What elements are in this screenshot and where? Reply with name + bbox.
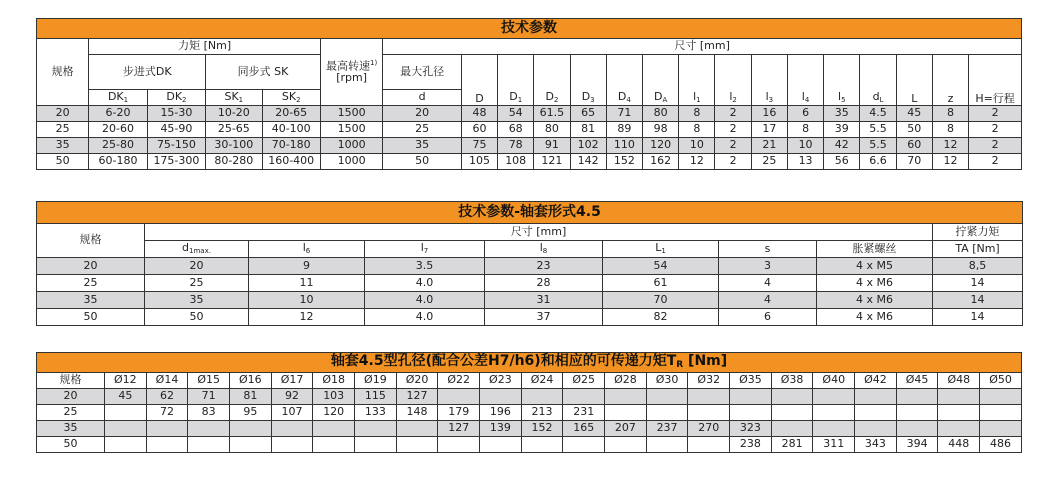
table-cell (605, 405, 647, 421)
table-cell: 50 (383, 154, 462, 170)
table-cell: 8 (932, 106, 968, 122)
column-header: Ø20 (396, 373, 438, 389)
table-cell (521, 389, 563, 405)
table-cell: 45-90 (147, 122, 205, 138)
table-cell: 8,5 (933, 258, 1023, 275)
table-cell: 121 (534, 154, 570, 170)
table-cell: 95 (230, 405, 272, 421)
table-cell (688, 405, 730, 421)
table-cell (396, 421, 438, 437)
table-cell: 20 (37, 258, 145, 275)
header-guige: 规格 (37, 373, 105, 389)
table-cell: 60 (896, 138, 932, 154)
table-cell: 20-65 (262, 106, 320, 122)
header-ta-unit: TA [Nm] (933, 241, 1023, 258)
table-cell (646, 437, 688, 453)
header-blank: H=行程 (969, 55, 1022, 106)
table-cell: 54 (603, 258, 719, 275)
table-cell: 50 (145, 309, 249, 326)
header-dimensions: 尺寸 [mm] (383, 39, 1022, 55)
table-cell: 2 (715, 138, 751, 154)
table-cell: 35 (37, 421, 105, 437)
table-cell (855, 405, 897, 421)
table-cell (688, 437, 730, 453)
table-cell: 80 (534, 122, 570, 138)
table-cell: 4.0 (365, 309, 485, 326)
table-cell (813, 405, 855, 421)
table-cell: 281 (771, 437, 813, 453)
table-cell: 196 (480, 405, 522, 421)
table-cell: 133 (355, 405, 397, 421)
table-cell (105, 437, 147, 453)
header-blank: $l_5$ (824, 55, 860, 106)
table-cell: 2 (715, 106, 751, 122)
header-blank: $l_1$ (679, 55, 715, 106)
header-blank: D (461, 55, 497, 106)
table-cell: 4.0 (365, 275, 485, 292)
table-cell: 50 (37, 309, 145, 326)
table-cell: 8 (679, 106, 715, 122)
table-cell (230, 437, 272, 453)
table-cell: 48 (461, 106, 497, 122)
table-cell (480, 389, 522, 405)
table-cell: 80-280 (206, 154, 262, 170)
table-cell: 4 (719, 292, 817, 309)
table-cell: 323 (730, 421, 772, 437)
table-cell: 394 (896, 437, 938, 453)
column-header: $SK_2$ (262, 90, 320, 106)
table-cell: 25 (37, 122, 89, 138)
table-cell: 175-300 (147, 154, 205, 170)
table-cell: 127 (396, 389, 438, 405)
table-cell (563, 389, 605, 405)
column-header: Ø15 (188, 373, 230, 389)
header-blank: $l_3$ (751, 55, 787, 106)
column-header: $L_1$ (603, 241, 719, 258)
table-cell: 14 (933, 275, 1023, 292)
table-cell: 207 (605, 421, 647, 437)
table-cell: 3.5 (365, 258, 485, 275)
table-cell: 127 (438, 421, 480, 437)
table-cell: 6.6 (860, 154, 896, 170)
table-cell: 21 (751, 138, 787, 154)
table-cell (980, 421, 1022, 437)
table-cell: 486 (980, 437, 1022, 453)
table-cell: 238 (730, 437, 772, 453)
table-cell: 40-100 (262, 122, 320, 138)
table-cell: 60 (461, 122, 497, 138)
table-cell: 103 (313, 389, 355, 405)
table-cell: 20 (37, 106, 89, 122)
table-row (37, 421, 1022, 437)
table-cell: 20 (145, 258, 249, 275)
column-header: $DK_1$ (89, 90, 147, 106)
table-cell: 102 (570, 138, 606, 154)
table-cell: 23 (485, 258, 603, 275)
table-cell: 35 (824, 106, 860, 122)
table-cell: 70 (896, 154, 932, 170)
tech-params-table (36, 18, 1022, 170)
table-cell: 81 (570, 122, 606, 138)
column-header: $l_7$ (365, 241, 485, 258)
table-cell (146, 421, 188, 437)
header-sync-sk: 同步式 SK (206, 55, 321, 90)
table-cell: 6-20 (89, 106, 147, 122)
table-cell (188, 437, 230, 453)
column-header: Ø18 (313, 373, 355, 389)
table-cell: 11 (249, 275, 365, 292)
table-cell: 139 (480, 421, 522, 437)
table-cell: 10 (787, 138, 823, 154)
table-cell: 10-20 (206, 106, 262, 122)
header-blank: $D_4$ (606, 55, 642, 106)
table-cell: 237 (646, 421, 688, 437)
table-title: 轴套4.5型孔径(配合公差H7/h6)和相应的可传递力矩$T_R$ [Nm] (37, 353, 1022, 373)
table-row (37, 258, 1023, 275)
table-cell: 152 (606, 154, 642, 170)
table-cell: 1000 (320, 154, 382, 170)
table-cell: 13 (787, 154, 823, 170)
table-cell: 12 (249, 309, 365, 326)
table-cell: 8 (932, 122, 968, 138)
table-cell (938, 389, 980, 405)
column-header: $l_8$ (485, 241, 603, 258)
table-cell: 35 (37, 138, 89, 154)
table-cell (438, 437, 480, 453)
table-cell: 71 (606, 106, 642, 122)
table-cell: 80 (643, 106, 679, 122)
column-header: Ø32 (688, 373, 730, 389)
table-cell: 17 (751, 122, 787, 138)
table-cell: 4 x M5 (817, 258, 933, 275)
table-cell: 54 (498, 106, 534, 122)
table-row (37, 292, 1023, 309)
column-header: Ø19 (355, 373, 397, 389)
table-cell: 311 (813, 437, 855, 453)
header-blank: $D_1$ (498, 55, 534, 106)
table-cell: 68 (498, 122, 534, 138)
sleeve-params-table (36, 201, 1023, 326)
table-cell: 213 (521, 405, 563, 421)
table-cell (688, 389, 730, 405)
table-row (37, 275, 1023, 292)
column-header: Ø25 (563, 373, 605, 389)
column-header: Ø23 (480, 373, 522, 389)
header-blank: $D_3$ (570, 55, 606, 106)
table-cell: 61.5 (534, 106, 570, 122)
column-header: Ø24 (521, 373, 563, 389)
table-cell: 2 (969, 154, 1022, 170)
table-cell: 110 (606, 138, 642, 154)
table-cell: 62 (146, 389, 188, 405)
table-cell: 20 (37, 389, 105, 405)
table-cell: 165 (563, 421, 605, 437)
table-cell: 343 (855, 437, 897, 453)
table-cell: 30-100 (206, 138, 262, 154)
table-cell: 72 (146, 405, 188, 421)
table-cell: 4 x M6 (817, 292, 933, 309)
table-cell: 82 (603, 309, 719, 326)
bore-torque-table (36, 352, 1022, 453)
table-cell (896, 389, 938, 405)
table-cell: 120 (313, 405, 355, 421)
table-cell: 61 (603, 275, 719, 292)
table-cell: 152 (521, 421, 563, 437)
table-cell: 2 (715, 122, 751, 138)
column-header: Ø30 (646, 373, 688, 389)
table-cell: 75 (461, 138, 497, 154)
table-cell: 65 (570, 106, 606, 122)
table-title: 技术参数 (37, 19, 1022, 39)
table-cell (771, 389, 813, 405)
table-cell: 2 (715, 154, 751, 170)
table-cell: 31 (485, 292, 603, 309)
column-header: $l_6$ (249, 241, 365, 258)
table-cell: 179 (438, 405, 480, 421)
table-cell: 3 (719, 258, 817, 275)
table-cell: 25 (37, 275, 145, 292)
table-cell: 75-150 (147, 138, 205, 154)
table-cell: 25 (751, 154, 787, 170)
header-step-dk: 步进式DK (89, 55, 206, 90)
table-cell (896, 421, 938, 437)
column-header: Ø50 (980, 373, 1022, 389)
table-cell: 15-30 (147, 106, 205, 122)
table-row (37, 389, 1022, 405)
column-header: Ø45 (896, 373, 938, 389)
table-cell: 35 (145, 292, 249, 309)
table-cell: 14 (933, 309, 1023, 326)
table-cell: 2 (969, 138, 1022, 154)
table-row (37, 154, 1022, 170)
table-cell: 50 (37, 154, 89, 170)
table-cell: 10 (249, 292, 365, 309)
table-cell: 83 (188, 405, 230, 421)
table-cell: 231 (563, 405, 605, 421)
column-header: $d_{1max.}$ (145, 241, 249, 258)
column-header: s (719, 241, 817, 258)
table-row (37, 405, 1022, 421)
table-cell (813, 421, 855, 437)
table-cell: 25 (145, 275, 249, 292)
table-title: 技术参数-轴套形式4.5 (37, 202, 1023, 224)
table-cell: 81 (230, 389, 272, 405)
table-cell: 25 (37, 405, 105, 421)
table-cell (480, 437, 522, 453)
table-cell (438, 389, 480, 405)
table-cell (271, 437, 313, 453)
table-cell: 37 (485, 309, 603, 326)
table-cell: 12 (932, 138, 968, 154)
column-header: 胀紧螺丝 (817, 241, 933, 258)
table-cell: 20 (383, 106, 462, 122)
table-cell: 35 (37, 292, 145, 309)
column-header: $SK_1$ (206, 90, 262, 106)
table-cell (980, 389, 1022, 405)
table-cell: 16 (751, 106, 787, 122)
table-cell: 50 (896, 122, 932, 138)
table-cell (855, 421, 897, 437)
table-cell: 1000 (320, 138, 382, 154)
table-cell: 6 (787, 106, 823, 122)
header-torque: 力矩 [Nm] (89, 39, 321, 55)
table-cell (605, 437, 647, 453)
table-cell: 1500 (320, 122, 382, 138)
table-row (37, 122, 1022, 138)
column-header: d (383, 90, 462, 106)
table-cell: 2 (969, 122, 1022, 138)
table-row (37, 437, 1022, 453)
table-cell: 20-60 (89, 122, 147, 138)
table-cell: 2 (969, 106, 1022, 122)
column-header: Ø35 (730, 373, 772, 389)
table-cell: 91 (534, 138, 570, 154)
table-cell: 270 (688, 421, 730, 437)
table-cell: 70-180 (262, 138, 320, 154)
column-header: Ø28 (605, 373, 647, 389)
table-cell (938, 405, 980, 421)
table-cell: 4.0 (365, 292, 485, 309)
table-cell (938, 421, 980, 437)
table-cell (563, 437, 605, 453)
table-cell: 448 (938, 437, 980, 453)
header-dimensions: 尺寸 [mm] (145, 224, 933, 241)
table-cell: 42 (824, 138, 860, 154)
table-cell: 98 (643, 122, 679, 138)
table-cell (396, 437, 438, 453)
header-blank: z (932, 55, 968, 106)
table-cell (730, 389, 772, 405)
column-header: Ø40 (813, 373, 855, 389)
table-cell: 107 (271, 405, 313, 421)
header-max-speed: 最高转速$^{1)}$ [rpm] (320, 39, 382, 106)
table-cell: 105 (461, 154, 497, 170)
table-cell: 25-80 (89, 138, 147, 154)
table-cell: 8 (679, 122, 715, 138)
header-tightening-torque: 拧紧力矩 (933, 224, 1023, 241)
table-cell: 6 (719, 309, 817, 326)
table-cell (855, 389, 897, 405)
table-row (37, 106, 1022, 122)
table-cell: 25-65 (206, 122, 262, 138)
header-max-bore: 最大孔径 (383, 55, 462, 90)
table-cell: 14 (933, 292, 1023, 309)
table-cell: 25 (383, 122, 462, 138)
table-cell: 45 (105, 389, 147, 405)
table-cell: 78 (498, 138, 534, 154)
header-blank: $D_A$ (643, 55, 679, 106)
table-cell (730, 405, 772, 421)
table-cell (521, 437, 563, 453)
column-header: Ø42 (855, 373, 897, 389)
table-cell: 148 (396, 405, 438, 421)
table-cell: 45 (896, 106, 932, 122)
table-cell (188, 421, 230, 437)
table-cell: 12 (932, 154, 968, 170)
header-blank: $l_2$ (715, 55, 751, 106)
table-cell: 28 (485, 275, 603, 292)
table-cell: 12 (679, 154, 715, 170)
table-cell (230, 421, 272, 437)
column-header: $DK_2$ (147, 90, 205, 106)
header-guige: 规格 (37, 224, 145, 258)
table-cell: 60-180 (89, 154, 147, 170)
table-cell: 162 (643, 154, 679, 170)
table-cell (271, 421, 313, 437)
table-cell: 89 (606, 122, 642, 138)
table-cell: 50 (37, 437, 105, 453)
table-cell (771, 421, 813, 437)
table-cell: 4 x M6 (817, 275, 933, 292)
table-cell: 9 (249, 258, 365, 275)
table-cell (980, 405, 1022, 421)
table-cell: 4 x M6 (817, 309, 933, 326)
table-cell (105, 405, 147, 421)
column-header: Ø14 (146, 373, 188, 389)
table-cell (771, 405, 813, 421)
column-header: Ø16 (230, 373, 272, 389)
table-cell: 5.5 (860, 122, 896, 138)
table-cell: 4.5 (860, 106, 896, 122)
header-guige: 规格 (37, 39, 89, 106)
table-cell: 70 (603, 292, 719, 309)
table-cell (105, 421, 147, 437)
header-blank: $D_2$ (534, 55, 570, 106)
table-row (37, 138, 1022, 154)
table-cell (646, 389, 688, 405)
table-cell: 39 (824, 122, 860, 138)
table-cell (813, 389, 855, 405)
column-header: Ø17 (271, 373, 313, 389)
table-cell (605, 389, 647, 405)
header-blank: $d_L$ (860, 55, 896, 106)
table-cell (313, 437, 355, 453)
table-cell: 10 (679, 138, 715, 154)
column-header: Ø38 (771, 373, 813, 389)
table-cell (146, 437, 188, 453)
table-cell (355, 421, 397, 437)
table-cell: 142 (570, 154, 606, 170)
table-cell: 8 (787, 122, 823, 138)
table-cell: 56 (824, 154, 860, 170)
table-cell: 4 (719, 275, 817, 292)
table-cell: 120 (643, 138, 679, 154)
column-header: Ø12 (105, 373, 147, 389)
table-cell (355, 437, 397, 453)
table-cell: 108 (498, 154, 534, 170)
table-row (37, 309, 1023, 326)
table-cell: 1500 (320, 106, 382, 122)
table-cell (646, 405, 688, 421)
column-header: Ø22 (438, 373, 480, 389)
table-cell: 92 (271, 389, 313, 405)
column-header: Ø48 (938, 373, 980, 389)
table-cell: 160-400 (262, 154, 320, 170)
table-cell (896, 405, 938, 421)
header-blank: $l_4$ (787, 55, 823, 106)
header-blank: L (896, 55, 932, 106)
table-cell: 115 (355, 389, 397, 405)
table-cell: 71 (188, 389, 230, 405)
table-cell (313, 421, 355, 437)
table-cell: 5.5 (860, 138, 896, 154)
table-cell: 35 (383, 138, 462, 154)
